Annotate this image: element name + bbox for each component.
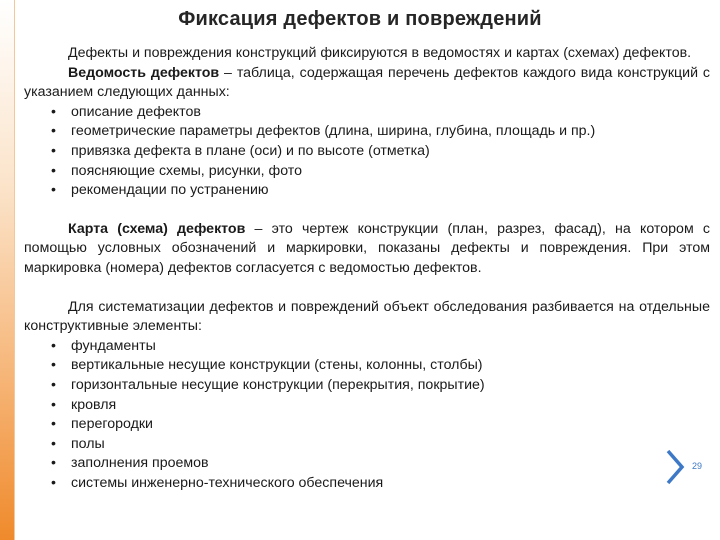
karta-paragraph <box>24 220 710 279</box>
list-item: • перегородки <box>51 415 710 435</box>
systematization-paragraph: Для систематизации дефектов и повреждений объект обследования разбивается на отдельные конструктивные элементы: <box>24 298 710 335</box>
vedomost-list <box>24 103 710 201</box>
slide-title: Фиксация дефектов и повреждений <box>178 8 542 30</box>
elements-list <box>24 337 710 494</box>
list-item: • заполнения проемов <box>51 454 710 474</box>
list-item: • вертикальные несущие конструкции (стены, колонны, столбы) <box>51 356 710 376</box>
list-item: • горизонтальные несущие конструкции (перекрытия, покрытие) <box>51 376 710 396</box>
next-slide-chevron-icon[interactable] <box>664 448 686 486</box>
left-accent-line <box>14 0 15 540</box>
list-item: • геометрические параметры дефектов (длина, ширина, глубина, площадь и пр.) <box>51 122 710 142</box>
list-item: • описание дефектов <box>51 103 710 123</box>
list-item: • полы <box>51 435 710 455</box>
vedomost-paragraph <box>24 64 710 103</box>
karta-term: Карта (схема) дефектов <box>68 220 246 237</box>
list-item: • системы инженерно-технического обеспечения <box>51 474 710 494</box>
left-accent-bar <box>0 0 14 540</box>
vedomost-term: Ведомость дефектов <box>68 64 220 81</box>
vedomost-definition: – таблица, содержащая перечень дефектов каждого вида конструкций с указанием следующих данных: <box>24 64 710 101</box>
list-item: • привязка дефекта в плане (оси) и по высоте (отметка) <box>51 142 710 162</box>
intro-paragraph: Дефекты и повреждения конструкций фиксируются в ведомостях и картах (схемах) дефектов. <box>68 45 692 61</box>
list-item: • рекомендации по устранению <box>51 181 710 201</box>
list-item: • поясняющие схемы, рисунки, фото <box>51 162 710 182</box>
page-number: 29 <box>692 461 703 471</box>
slide-content <box>24 44 710 493</box>
list-item: • кровля <box>51 396 710 416</box>
karta-definition: – это чертеж конструкции (план, разрез, фасад), на котором с помощью условных обозначений и маркировки, показаны дефекты и повреждения. При этом маркировка (номера) дефектов согласуется с ведомостью дефектов. <box>24 220 711 276</box>
list-item: • фундаменты <box>51 337 710 357</box>
